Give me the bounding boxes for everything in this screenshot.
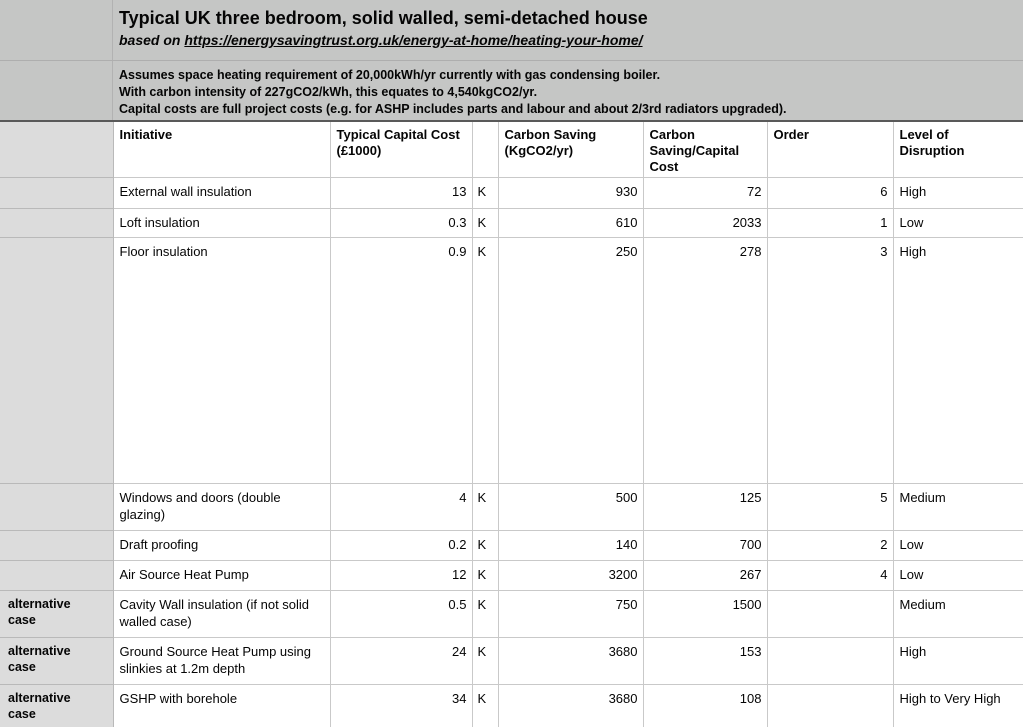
notes-band [0,61,1023,122]
cell-unit[interactable]: K [472,209,498,238]
cell-capital-cost[interactable]: 13 [330,178,472,209]
col-header-saving-per-capital[interactable]: Carbon Saving/Capital Cost [643,122,767,178]
col-header-disruption[interactable]: Level of Disruption [893,122,1023,178]
assumption-notes [113,61,1023,120]
row-header-cell[interactable] [0,178,113,209]
table-row [0,531,1023,561]
row-header-cell[interactable]: alternative case [0,638,113,685]
cell-order[interactable] [767,638,893,685]
cell-unit[interactable]: K [472,531,498,561]
cell-capital-cost[interactable]: 0.9 [330,238,472,484]
cell-initiative[interactable]: Loft insulation [113,209,330,238]
cell-order[interactable] [767,591,893,638]
table-row [0,238,1023,484]
sheet-subtitle [119,30,1023,50]
table-row [0,178,1023,209]
cell-initiative[interactable]: Cavity Wall insulation (if not solid walled case) [113,591,330,638]
data-table [0,122,1023,727]
cell-order[interactable]: 4 [767,561,893,591]
cell-capital-cost[interactable]: 0.3 [330,209,472,238]
row-header-cell[interactable]: alternative case [0,685,113,727]
col-header-carbon-saving[interactable]: Carbon Saving (KgCO2/yr) [498,122,643,178]
cell-initiative[interactable]: Floor insulation [113,238,330,484]
cell-initiative[interactable]: Air Source Heat Pump [113,561,330,591]
col-header-initiative[interactable]: Initiative [113,122,330,178]
cell-carbon-saving[interactable]: 140 [498,531,643,561]
cell-capital-cost[interactable]: 0.5 [330,591,472,638]
cell-order[interactable] [767,685,893,727]
cell-order[interactable]: 1 [767,209,893,238]
row-header-gutter [0,0,113,60]
cell-order[interactable]: 3 [767,238,893,484]
cell-unit[interactable]: K [472,238,498,484]
row-header-cell[interactable] [0,484,113,531]
cell-carbon-saving[interactable]: 3680 [498,638,643,685]
col-header-unit[interactable] [472,122,498,178]
cell-disruption[interactable]: Low [893,561,1023,591]
cell-initiative[interactable]: GSHP with borehole [113,685,330,727]
table-row [0,484,1023,531]
cell-capital-cost[interactable]: 12 [330,561,472,591]
cell-initiative[interactable]: External wall insulation [113,178,330,209]
cell-saving-per-capital[interactable]: 2033 [643,209,767,238]
cell-disruption[interactable]: Medium [893,591,1023,638]
cell-capital-cost[interactable]: 4 [330,484,472,531]
cell-saving-per-capital[interactable]: 108 [643,685,767,727]
cell-initiative[interactable]: Windows and doors (double glazing) [113,484,330,531]
cell-disruption[interactable]: Low [893,531,1023,561]
cell-unit[interactable]: K [472,591,498,638]
cell-disruption[interactable]: High [893,638,1023,685]
note-line: Capital costs are full project costs (e.g. for ASHP includes parts and labour and about 2/3rd radiators upgraded). [119,102,787,116]
cell-disruption[interactable]: High [893,238,1023,484]
cell-saving-per-capital[interactable]: 278 [643,238,767,484]
title-band [0,0,1023,61]
cell-order[interactable]: 6 [767,178,893,209]
cell-saving-per-capital[interactable]: 267 [643,561,767,591]
cell-saving-per-capital[interactable]: 125 [643,484,767,531]
table-row [0,561,1023,591]
cell-saving-per-capital[interactable]: 1500 [643,591,767,638]
note-line: With carbon intensity of 227gCO2/kWh, this equates to 4,540kgCO2/yr. [119,85,538,99]
col-header-capital-cost[interactable]: Typical Capital Cost (£1000) [330,122,472,178]
row-header-gutter [0,61,113,120]
note-line: Assumes space heating requirement of 20,000kWh/yr currently with gas condensing boiler. [119,68,661,82]
cell-unit[interactable]: K [472,685,498,727]
cell-unit[interactable]: K [472,178,498,209]
cell-unit[interactable]: K [472,561,498,591]
cell-initiative[interactable]: Ground Source Heat Pump using slinkies at 1.2m depth [113,638,330,685]
cell-disruption[interactable]: Low [893,209,1023,238]
cell-carbon-saving[interactable]: 3680 [498,685,643,727]
cell-order[interactable]: 5 [767,484,893,531]
col-header-order[interactable]: Order [767,122,893,178]
sheet-title: Typical UK three bedroom, solid walled, semi-detached house [119,8,648,28]
row-header-cell[interactable] [0,531,113,561]
cell-unit[interactable]: K [472,484,498,531]
cell-order[interactable]: 2 [767,531,893,561]
source-link[interactable]: https://energysavingtrust.org.uk/energy-at-home/heating-your-home/ [184,32,643,48]
row-header-cell[interactable] [0,209,113,238]
cell-disruption[interactable]: High [893,178,1023,209]
cell-carbon-saving[interactable]: 750 [498,591,643,638]
cell-disruption[interactable]: High to Very High [893,685,1023,727]
cell-carbon-saving[interactable]: 250 [498,238,643,484]
source-prefix: based on [119,32,185,48]
table-row [0,591,1023,638]
cell-disruption[interactable]: Medium [893,484,1023,531]
cell-carbon-saving[interactable]: 3200 [498,561,643,591]
header-row [0,122,1023,178]
cell-saving-per-capital[interactable]: 153 [643,638,767,685]
table-row [0,209,1023,238]
cell-carbon-saving[interactable]: 930 [498,178,643,209]
cell-saving-per-capital[interactable]: 72 [643,178,767,209]
row-header-cell[interactable] [0,238,113,484]
table-row [0,685,1023,727]
table-row [0,638,1023,685]
row-header-cell[interactable] [0,561,113,591]
cell-carbon-saving[interactable]: 500 [498,484,643,531]
cell-capital-cost[interactable]: 24 [330,638,472,685]
cell-saving-per-capital[interactable]: 700 [643,531,767,561]
cell-unit[interactable]: K [472,638,498,685]
cell-capital-cost[interactable]: 34 [330,685,472,727]
cell-initiative[interactable]: Draft proofing [113,531,330,561]
cell-capital-cost[interactable]: 0.2 [330,531,472,561]
row-header-cell[interactable]: alternative case [0,591,113,638]
cell-carbon-saving[interactable]: 610 [498,209,643,238]
row-header-cell[interactable] [0,122,113,178]
